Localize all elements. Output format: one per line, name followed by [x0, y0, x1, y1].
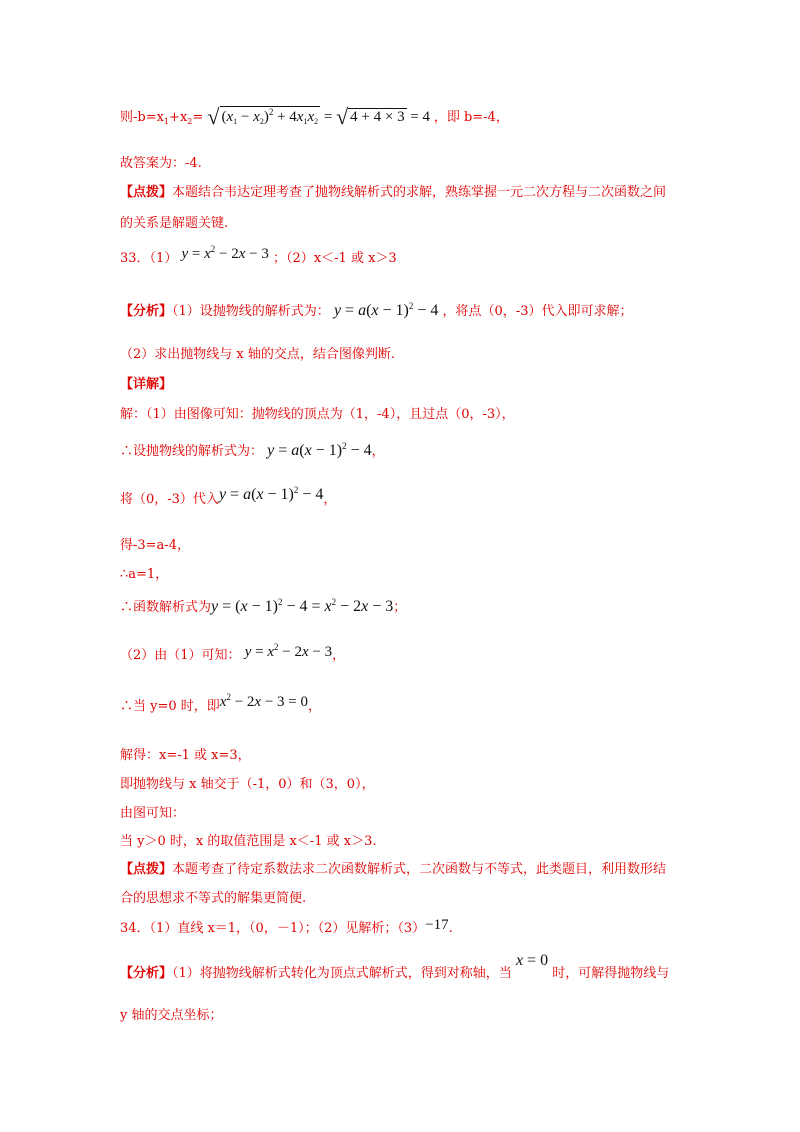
solution-line-11: 由图可知： — [120, 806, 186, 821]
comment-line-2: 的关系是解题关键. — [120, 216, 229, 231]
solution-line-6: ∴函数解析式为$y = (x - 1)^2 - 4 = x^2 - 2x - 3$； — [120, 597, 407, 615]
analysis-tag: 【分析】 — [120, 304, 173, 319]
analysis34-tag: 【分析】 — [120, 966, 173, 981]
analysis-line-1: 【分析】（1）设抛物线的解析式为： $y = a(x - 1)^2 - 4$ ，将点（0，-3）代入即可求解； — [120, 301, 633, 319]
line-vieta-result: 则$-b=x_1+x_2=$ √ $(x_1 - x_2)^2 + 4x_1x_2$ = √ 4 + 4 × 3 = 4 ，即 b=-4， — [120, 104, 509, 129]
vertex-form-formula-2: $y = a(x - 1)^2 - 4$ — [267, 441, 372, 459]
q34-value: −17 — [425, 917, 449, 933]
analysis34-line-2: y 轴的交点坐标； — [120, 1008, 223, 1023]
x-zero-formula: x = 0 — [515, 952, 549, 969]
function-formula-2: $y = x^2 - 2x - 3$ — [244, 642, 333, 660]
solution-line-9: 解得：x=-1 或 x=3， — [120, 748, 251, 763]
q33-answer: 33．（1） $y = x^2 - 2x - 3$ ；（2）x＜-1 或 x＞3 — [120, 244, 397, 266]
solution-line-2: ∴设抛物线的解析式为： $y = a(x - 1)^2 - 4$， — [120, 441, 385, 459]
q34-answer: 34．（1）直线 x＝1，（0，－1）；（2）见解析；（3）−17. — [120, 917, 453, 936]
vieta-formula: √ $(x_1 - x_2)^2 + 4x_1x_2$ = √ 4 + 4 × 3 = 4 — [207, 104, 431, 129]
equation-zero: $x^2 - 2x - 3 = 0$ — [219, 692, 309, 710]
detail-tag: 【详解】 — [120, 377, 173, 392]
solution-line-1: 解：（1）由图像可知：抛物线的顶点为（1，-4），且过点（0，-3）， — [120, 407, 515, 422]
analysis-line-2: （2）求出抛物线与 x 轴的交点，结合图像判断. — [120, 347, 395, 362]
comment-tag: 【点拨】 — [120, 185, 173, 200]
solution-line-12: 当 y＞0 时，x 的取值范围是 x＜-1 或 x＞3. — [120, 834, 377, 849]
solution-line-4: 得-3=a-4， — [120, 538, 190, 553]
answer-line: 故答案为：-4. — [120, 156, 202, 171]
comment-line-1: 【点拨】本题结合韦达定理考查了抛物线解析式的求解，熟练掌握一元二次方程与二次函数之间 — [120, 185, 667, 200]
q33-formula-1: $y = x^2 - 2x - 3$ — [181, 244, 269, 262]
comment2-line-1: 【点拨】本题考查了待定系数法求二次函数解析式，二次函数与不等式，此类题目，利用数形结 — [120, 862, 667, 877]
vertex-form-formula: $y = a(x - 1)^2 - 4$ — [333, 301, 439, 319]
vertex-form-formula-3: $y = a(x - 1)^2 - 4$ — [218, 485, 324, 503]
comment2-tag: 【点拨】 — [120, 862, 173, 877]
solution-line-8: ∴当 y=0 时，即$x^2 - 2x - 3 = 0$， — [120, 692, 322, 714]
solution-line-3: 将（0，-3）代入$y = a(x - 1)^2 - 4$， — [120, 485, 337, 507]
solution-line-5: ∴a=1， — [120, 567, 169, 582]
function-formula: $y = (x - 1)^2 - 4 = x^2 - 2x - 3$ — [211, 597, 394, 615]
comment2-line-2: 合的思想求不等式的解集更简便. — [120, 891, 307, 906]
solution-line-7: （2）由（1）可知： $y = x^2 - 2x - 3$， — [120, 642, 346, 663]
solution-line-10: 即抛物线与 x 轴交于（-1，0）和（3，0）， — [120, 777, 375, 792]
analysis34-line-1: 【分析】（1）将抛物线解析式转化为顶点式解析式，得到对称轴，当 x = 0 时，可解得抛物线与 — [120, 952, 670, 981]
